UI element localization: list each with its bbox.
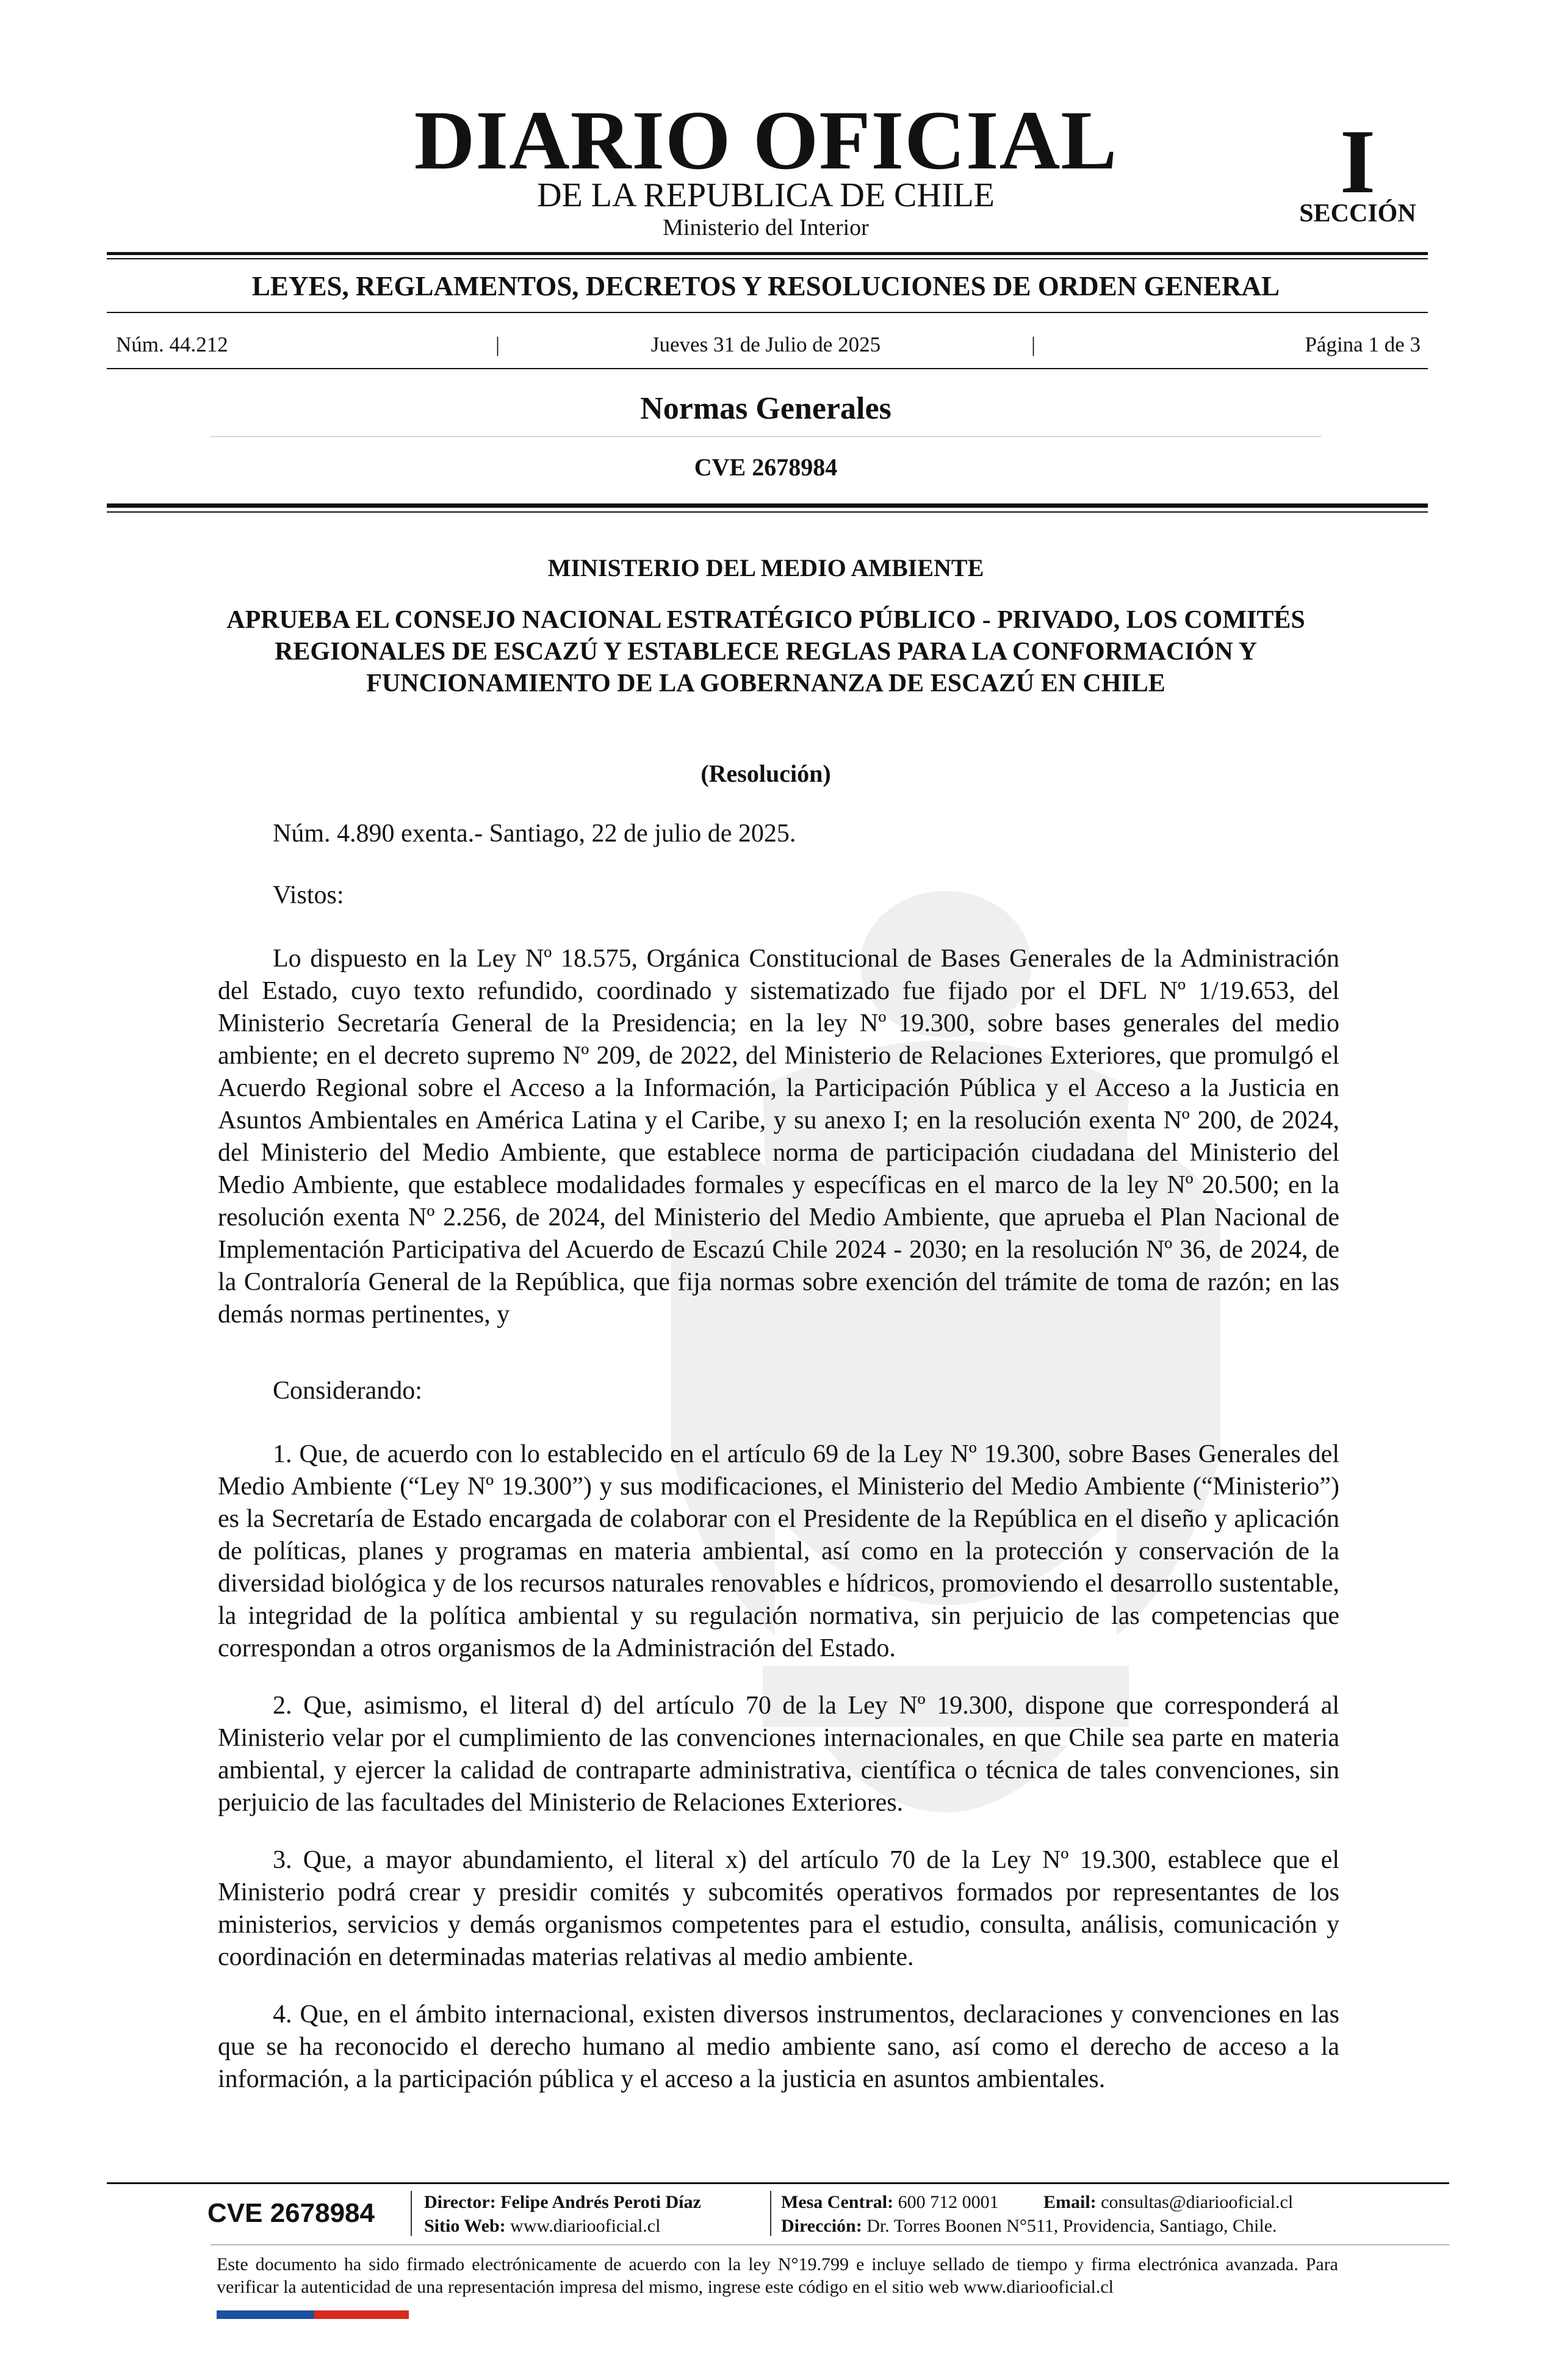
vistos-paragraph: Lo dispuesto en la Ley Nº 18.575, Orgánica Constitucional de Bases Generales de la Administración del Estado, cuyo texto refundido, coordinado y sistematizado fue fijado por el DFL Nº 1/19.653, del Ministerio Secretaría General de la Presidencia; en la ley Nº 19.300, sobre bases generales del medio ambiente; en el decreto supremo Nº 209, de 2022, del Ministerio de Relaciones Exteriores, que promulgó el Acuerdo Regional sobre el Acceso a la Información, la Participación Pública y el Acceso a la Justicia en Asuntos Ambientales en América Latina y el Caribe, y su anexo I; en la resolución exenta Nº 200, de 2024, del Ministerio del Medio Ambiente, que establece norma de participación ciudadana del Ministerio del Medio Ambiente, que establece modalidades formales y específicas en el marco de la ley Nº 20.500; en la resolución exenta Nº 2.256, de 2024, del Ministerio del Medio Ambiente, que aprueba el Plan Nacional de Implementación Participativa del Acuerdo de Escazú Chile 2024 - 2030; en la resolución Nº 36, de 2024, de la Contraloría General de la República, que fija normas sobre exención del trámite de toma de razón; en las demás normas pertinentes, y xyxy=(218,945,1339,1329)
divider xyxy=(107,252,1428,255)
footer-director xyxy=(424,2191,701,2214)
divider xyxy=(107,368,1428,369)
footer-separator xyxy=(770,2191,771,2236)
divider xyxy=(211,436,1321,437)
footer-cve-code: CVE 2678984 xyxy=(207,2198,375,2228)
flag-stripe-blue xyxy=(217,2310,314,2319)
footer-separator xyxy=(411,2191,412,2236)
issuing-ministry: MINISTERIO DEL MEDIO AMBIENTE xyxy=(547,554,984,582)
website-label: Sitio Web: xyxy=(424,2216,506,2236)
vistos-heading: Vistos: xyxy=(273,881,344,909)
masthead-subtitle: DE LA REPUBLICA DE CHILE xyxy=(537,176,995,214)
divider xyxy=(107,511,1428,513)
cve-code: CVE 2678984 xyxy=(694,453,838,481)
flag-stripe-red xyxy=(314,2310,409,2319)
considerando-item: 3. Que, a mayor abundamiento, el literal x) del artículo 70 de la Ley Nº 19.300, establece que el Ministerio podrá crear y presidir comités y subcomités operativos formados por representantes de los ministerios, servicios y demás organismos competentes para el estudio, consulta, análisis, comunicación y coordinación en determinadas materias relativas al medio ambiente. xyxy=(218,1846,1339,1971)
footer-divider xyxy=(107,2182,1449,2184)
issue-date: Jueves 31 de Julio de 2025 xyxy=(650,333,881,356)
masthead-title: DIARIO OFICIAL xyxy=(414,93,1118,187)
considerando-heading: Considerando: xyxy=(273,1377,422,1405)
issue-number: Núm. 44.212 xyxy=(116,333,228,356)
divider xyxy=(107,503,1428,508)
considerando-item: 2. Que, asimismo, el literal d) del artículo 70 de la Ley Nº 19.300, dispone que corresponderá al Ministerio velar por el cumplimiento de las convenciones internacionales, en que Chile sea parte en materia ambiental, y ejercer la calidad de contraparte administrativa, científica o técnica de tales convenciones, sin perjuicio de las facultades del Ministerio de Relaciones Exteriores. xyxy=(218,1692,1339,1817)
email-link[interactable]: consultas@diariooficial.cl xyxy=(1101,2192,1294,2212)
phone-label: Mesa Central: xyxy=(781,2192,894,2212)
footer-email xyxy=(1043,2191,1293,2214)
divider xyxy=(107,312,1428,313)
page-indicator: Página 1 de 3 xyxy=(1305,333,1421,356)
address-value: Dr. Torres Boonen N°511, Providencia, Santiago, Chile. xyxy=(866,2216,1277,2236)
resolution-number-line: Núm. 4.890 exenta.- Santiago, 22 de julio de 2025. xyxy=(273,820,796,848)
separator: | xyxy=(495,333,500,356)
footer-address xyxy=(781,2215,1277,2238)
separator: | xyxy=(1031,333,1036,356)
phone-number: 600 712 0001 xyxy=(898,2192,999,2212)
section-label: SECCIÓN xyxy=(1299,200,1416,228)
footer-website xyxy=(424,2215,660,2238)
masthead-ministry: Ministerio del Interior xyxy=(663,215,869,240)
website-link[interactable]: www.diariooficial.cl xyxy=(510,2216,661,2236)
category-heading: LEYES, REGLAMENTOS, DECRETOS Y RESOLUCIONES DE ORDEN GENERAL xyxy=(251,271,1280,301)
considerando-item: 1. Que, de acuerdo con lo establecido en el artículo 69 de la Ley Nº 19.300, sobre Bases Generales del Medio Ambiente (“Ley Nº 19.300”) y sus modificaciones, el Ministerio del Medio Ambiente (“Ministerio”) es la Secretaría de Estado encargada de colaborar con el Presidente de la República en el diseño y aplicación de políticas, planes y programas en materia ambiental, así como en la protección y conservación de la diversidad biológica y de los recursos naturales renovables e hídricos, promoviendo el desarrollo sustentable, la integridad de la política ambiental y su regulación normativa, sin perjuicio de las competencias que correspondan a otros organismos de la Administración del Estado. xyxy=(218,1440,1339,1662)
section-heading: Normas Generales xyxy=(640,391,891,426)
footer-phone xyxy=(781,2191,999,2214)
legal-notice: Este documento ha sido firmado electrónicamente de acuerdo con la ley N°19.799 e incluye sellado de tiempo y firma electrónica avanzada. Para verificar la autenticidad de una representación impresa del mismo, ingrese este código en el sitio web www.diariooficial.cl xyxy=(217,2254,1338,2297)
section-number: I xyxy=(1339,111,1376,212)
considerando-item: 4. Que, en el ámbito internacional, existen diversos instrumentos, declaraciones y convenciones en las que se ha reconocido el derecho humano al medio ambiente sano, así como el derecho de acceso a la información, a la participación pública y el acceso a la justicia en asuntos ambientales. xyxy=(218,2000,1339,2093)
email-label: Email: xyxy=(1043,2192,1097,2212)
divider xyxy=(107,258,1428,259)
resolution-type: (Resolución) xyxy=(701,760,831,787)
director-label: Director: xyxy=(424,2192,496,2212)
resolution-title: APRUEBA EL CONSEJO NACIONAL ESTRATÉGICO PÚBLICO - PRIVADO, LOS COMITÉS REGIONALES DE ESCAZÚ Y ESTABLECE REGLAS PARA LA CONFORMACIÓN Y FUNCIONAMIENTO DE LA GOBERNANZA DE ESCAZÚ EN CHILE xyxy=(226,606,1305,698)
address-label: Dirección: xyxy=(781,2216,862,2236)
director-name: Felipe Andrés Peroti Díaz xyxy=(500,2192,701,2212)
